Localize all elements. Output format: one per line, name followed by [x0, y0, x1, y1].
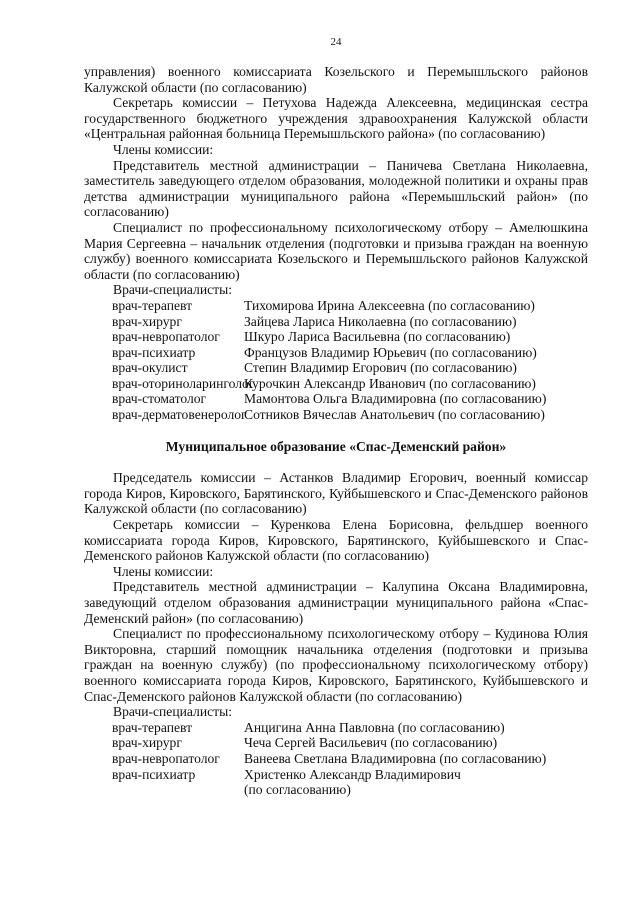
admin-representative-paragraph: Представитель местной администрации – Паничева Светлана Николаевна, заместитель заведующего отделом образования, молодежной политики и охраны прав детства администрации муниципального района «Перемышльский район» (по согласованию) [84, 157, 588, 220]
admin-representative-paragraph: Представитель местной администрации – Калупина Оксана Владимировна, заведующий отделом образования администрации муниципального района «Спас-Деменский район» (по согласованию) [84, 579, 588, 626]
psych-specialist-paragraph: Специалист по профессиональному психологическому отбору – Амелюшкина Мария Сергеевна – начальник отделения (подготовки и призыва граждан на военную службу) военного комиссариата Козельского и Перемышльского районов Калужской области (по согласованию) [84, 219, 588, 282]
doctor-specialty: врач-оториноларинголог [112, 375, 255, 391]
doctor-specialty: врач-терапевт [112, 297, 193, 313]
doctor-specialty: врач-невропатолог [112, 329, 220, 345]
secretary-paragraph: Секретарь комиссии – Петухова Надежда Алексеевна, медицинская сестра государственного бюджетного учреждения здравоохранения Калужской области «Центральная районная больница Перемышльского района» (по согласованию) [84, 95, 588, 142]
doctor-name: Тихомирова Ирина Алексеевна (по согласованию) [244, 297, 535, 313]
doctor-name: Ванеева Светлана Владимировна (по согласованию) [244, 750, 547, 766]
doctor-row [84, 314, 588, 330]
doctor-specialty: врач-хирург [112, 313, 182, 329]
doctor-name: Мамонтова Ольга Владимировна (по согласованию) [244, 391, 547, 407]
doctor-row [84, 345, 588, 361]
doctor-specialty: врач-психиатр [112, 766, 196, 782]
doctor-specialty: врач-дерматовенеролог [112, 407, 247, 423]
members-label: Члены комиссии: [113, 141, 214, 157]
doctor-row [84, 751, 588, 767]
doctor-name: Степин Владимир Егорович (по согласованию) [244, 360, 517, 376]
doctor-name: Анцигина Анна Павловна (по согласованию) [244, 719, 505, 735]
section-spas-demensk [84, 470, 588, 797]
section-heading: Муниципальное образование «Спас-Деменский район» [165, 438, 507, 454]
doctors-label: Врачи-специалисты: [113, 282, 232, 298]
doctor-row [84, 720, 588, 736]
secretary-paragraph: Секретарь комиссии – Куренкова Елена Борисовна, фельдшер военного комиссариата города Киров, Кировского, Барятинского, Куйбышевского и Спас-Деменского районов Калужской области (по согласованию) [84, 517, 588, 564]
doctor-name: Зайцева Лариса Николаевна (по согласованию) [244, 313, 517, 329]
doctor-row [84, 376, 588, 392]
doctor-specialty: врач-хирург [112, 735, 182, 751]
doctor-row [84, 391, 588, 407]
psych-specialist-paragraph: Специалист по профессиональному психологическому отбору – Кудинова Юлия Викторовна, старший помощник начальника отделения (подготовки и призыва граждан на военную службу) (по профессиональному психологическому отбору) военного комиссариата города Киров, Кировского, Барятинского, Куйбышевского и Спас-Деменского районов Калужской области (по согласованию) [84, 626, 588, 704]
doctor-specialty: врач-окулист [112, 360, 188, 376]
doctor-row [84, 298, 588, 314]
doctor-name: Чеча Сергей Васильевич (по согласованию) [244, 735, 498, 751]
doctor-name: Христенко Александр Владимирович [244, 766, 461, 782]
doctor-specialty: врач-невропатолог [112, 750, 220, 766]
paragraph-continued: управления) военного комиссариата Козельского и Перемышльского районов Калужской области (по согласованию) [84, 64, 588, 95]
doctor-row [84, 407, 588, 423]
doctor-row [84, 329, 588, 345]
chairman-paragraph: Председатель комиссии – Астанков Владимир Егорович, военный комиссар города Киров, Кировского, Барятинского, Куйбышевского и Спас-Деменского районов Калужской области (по согласованию) [84, 470, 588, 517]
doctor-consent-note: (по согласованию) [244, 782, 351, 798]
page-number: 24 [330, 36, 342, 48]
doctor-row [84, 360, 588, 376]
doctor-row [84, 782, 588, 798]
members-label: Члены комиссии: [113, 563, 214, 579]
doctors-list [84, 298, 588, 423]
section-peremyshl-continued [84, 64, 588, 423]
doctor-name: Французов Владимир Юрьевич (по согласованию) [244, 344, 537, 360]
doctor-name: Сотников Вячеслав Анатольевич (по согласованию) [244, 407, 545, 423]
doctor-name: Курочкин Александр Иванович (по согласованию) [244, 375, 536, 391]
doctor-specialty: врач-психиатр [112, 344, 196, 360]
doctor-specialty: врач-стоматолог [112, 391, 207, 407]
doctor-row [84, 767, 588, 783]
doctor-name: Шкуро Лариса Васильевна (по согласованию) [244, 329, 511, 345]
doctor-row [84, 735, 588, 751]
doctors-list [84, 720, 588, 798]
doctors-label: Врачи-специалисты: [113, 704, 232, 720]
doctor-specialty: врач-терапевт [112, 719, 193, 735]
